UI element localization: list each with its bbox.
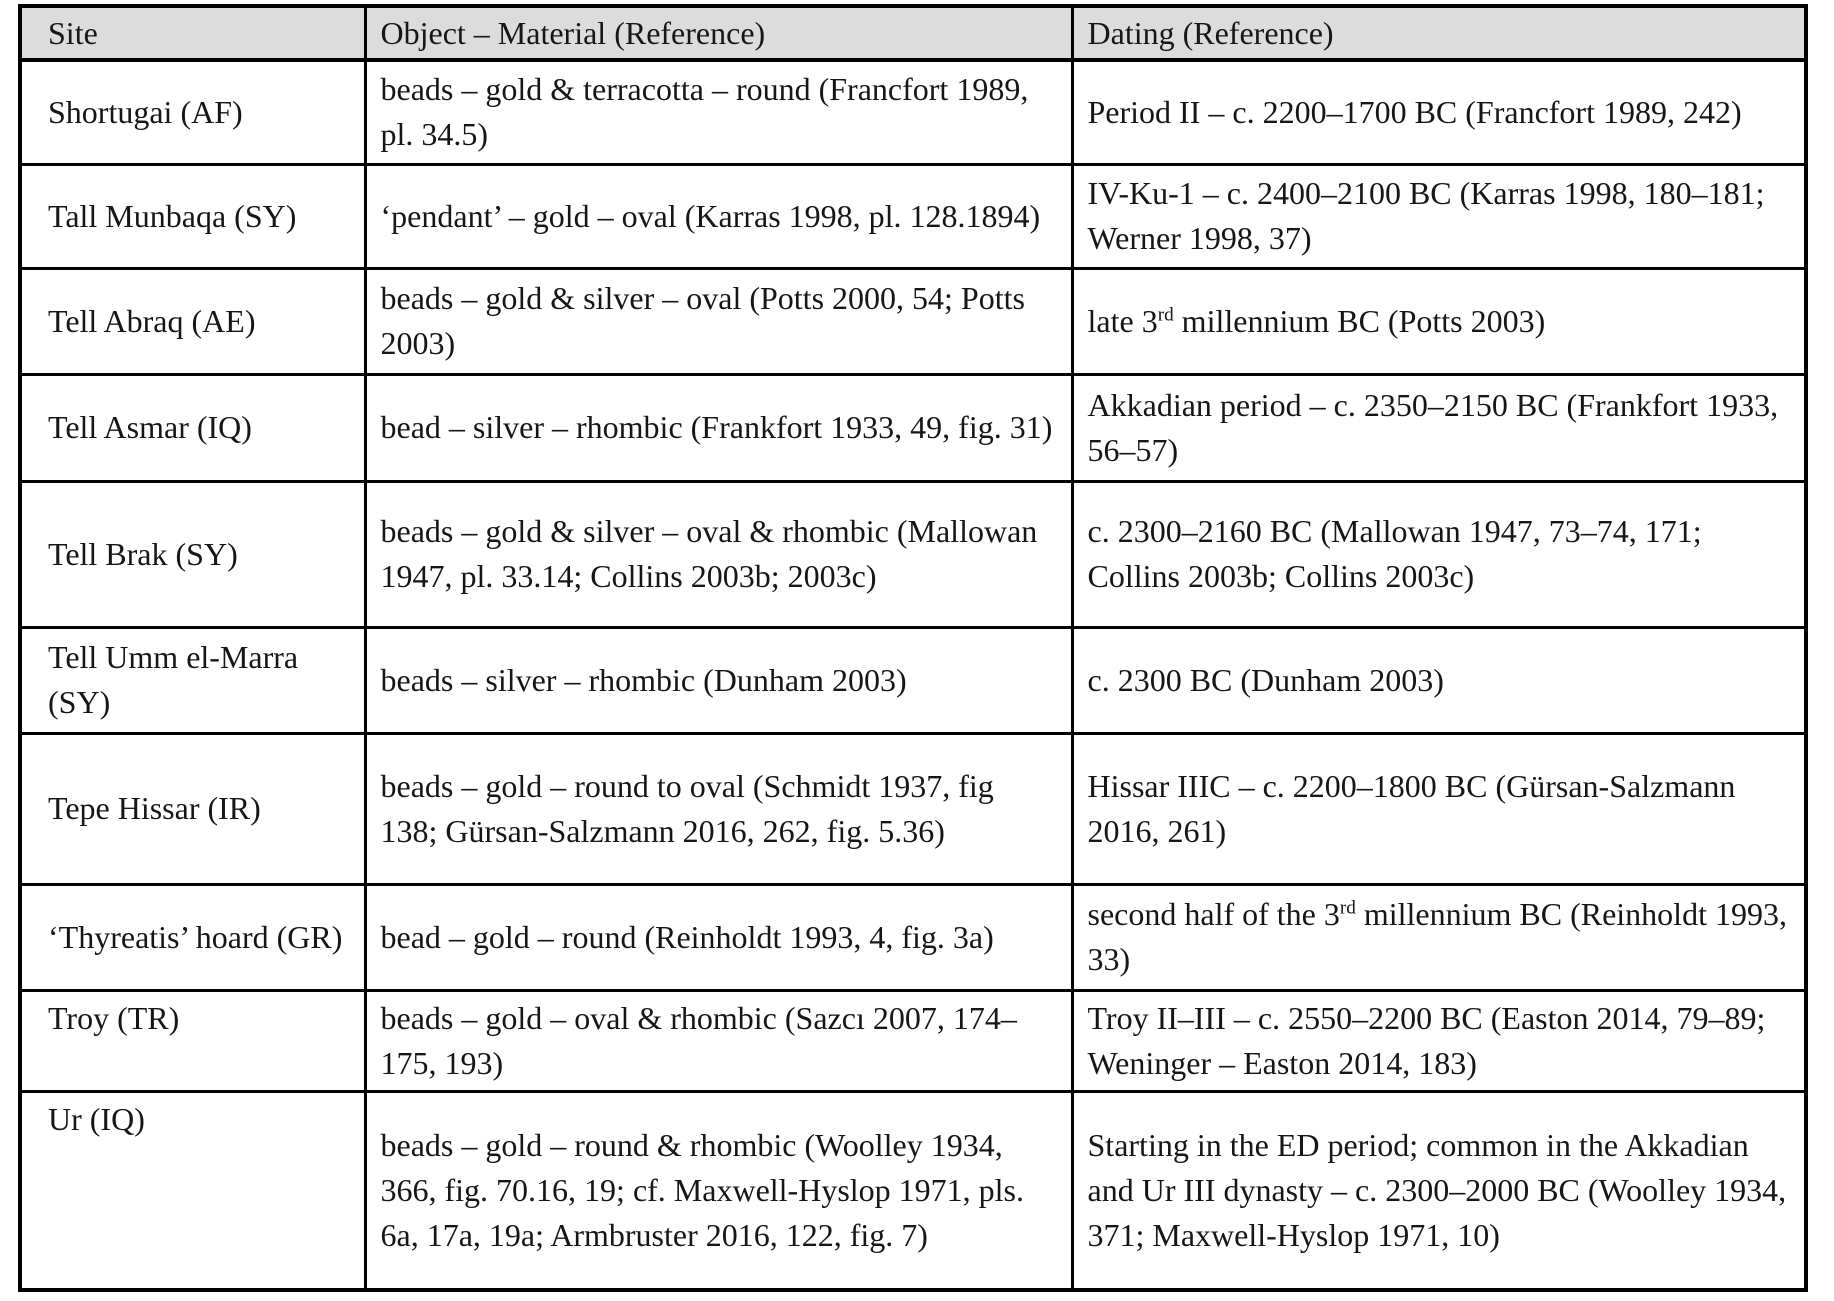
site-cell: Ur (IQ) (20, 1091, 365, 1290)
dating-cell: Troy II–III – c. 2550–2200 BC (Easton 2014, 79–89; Weninger – Easton 2014, 183) (1072, 990, 1806, 1091)
table-row (20, 733, 1806, 884)
site-cell: Tepe Hissar (IR) (20, 733, 365, 884)
site-cell: Troy (TR) (20, 990, 365, 1091)
column-header-dating: Dating (Reference) (1072, 6, 1806, 60)
site-cell: Tall Munbaqa (SY) (20, 164, 365, 268)
dating-cell: Akkadian period – c. 2350–2150 BC (Frankfort 1933, 56–57) (1072, 374, 1806, 481)
object-cell: beads – gold & terracotta – round (Francfort 1989, pl. 34.5) (365, 60, 1072, 164)
sites-beads-dating-table (18, 4, 1808, 1292)
header-row (20, 6, 1806, 60)
object-cell: bead – silver – rhombic (Frankfort 1933, 49, fig. 31) (365, 374, 1072, 481)
site-cell: Tell Abraq (AE) (20, 268, 365, 374)
object-cell: beads – silver – rhombic (Dunham 2003) (365, 627, 1072, 733)
table-row (20, 268, 1806, 374)
dating-cell: c. 2300–2160 BC (Mallowan 1947, 73–74, 171; Collins 2003b; Collins 2003c) (1072, 481, 1806, 627)
object-cell: beads – gold & silver – oval (Potts 2000, 54; Potts 2003) (365, 268, 1072, 374)
dating-cell: Period II – c. 2200–1700 BC (Francfort 1989, 242) (1072, 60, 1806, 164)
site-cell: Tell Brak (SY) (20, 481, 365, 627)
dating-cell: c. 2300 BC (Dunham 2003) (1072, 627, 1806, 733)
site-cell: Tell Asmar (IQ) (20, 374, 365, 481)
ordinal-superscript: rd (1339, 897, 1356, 919)
column-header-site: Site (20, 6, 365, 60)
object-cell: beads – gold – oval & rhombic (Sazcı 2007, 174–175, 193) (365, 990, 1072, 1091)
ordinal-superscript: rd (1157, 303, 1174, 325)
table-row (20, 627, 1806, 733)
table-row (20, 1091, 1806, 1290)
table-row (20, 990, 1806, 1091)
dating-text-segment: millennium BC (Reinholdt 1993, 33) (1087, 896, 1787, 977)
object-cell: beads – gold – round to oval (Schmidt 1937, fig 138; Gürsan-Salzmann 2016, 262, fig. 5.36) (365, 733, 1072, 884)
object-cell: ‘pendant’ – gold – oval (Karras 1998, pl. 128.1894) (365, 164, 1072, 268)
site-cell: Tell Umm el-Marra (SY) (20, 627, 365, 733)
table-row (20, 60, 1806, 164)
archaeological-sites-table-container (18, 4, 1808, 1292)
dating-cell: IV-Ku-1 – c. 2400–2100 BC (Karras 1998, 180–181; Werner 1998, 37) (1072, 164, 1806, 268)
column-header-object-material: Object – Material (Reference) (365, 6, 1072, 60)
dating-text-segment: millennium BC (Potts 2003) (1173, 302, 1546, 339)
dating-cell: Hissar IIIC – c. 2200–1800 BC (Gürsan-Salzmann 2016, 261) (1072, 733, 1806, 884)
site-cell: ‘Thyreatis’ hoard (GR) (20, 884, 365, 990)
table-row (20, 884, 1806, 990)
dating-text-segment: second half of the 3 (1087, 896, 1340, 932)
object-cell: beads – gold & silver – oval & rhombic (Mallowan 1947, pl. 33.14; Collins 2003b; 2003c) (365, 481, 1072, 627)
dating-cell (1072, 884, 1806, 990)
object-cell: beads – gold – round & rhombic (Woolley 1934, 366, fig. 70.16, 19; cf. Maxwell-Hyslop 1971, pls. 6a, 17a, 19a; Armbruster 2016, 122, fig. 7) (365, 1091, 1072, 1290)
dating-cell: Starting in the ED period; common in the Akkadian and Ur III dynasty – c. 2300–2000 BC (Woolley 1934, 371; Maxwell-Hyslop 1971, 10) (1072, 1091, 1806, 1290)
dating-text-segment: late 3 (1087, 302, 1158, 339)
table-row (20, 164, 1806, 268)
table-row (20, 374, 1806, 481)
table-row (20, 481, 1806, 627)
object-cell: bead – gold – round (Reinholdt 1993, 4, fig. 3a) (365, 884, 1072, 990)
dating-cell (1072, 268, 1806, 374)
site-cell: Shortugai (AF) (20, 60, 365, 164)
